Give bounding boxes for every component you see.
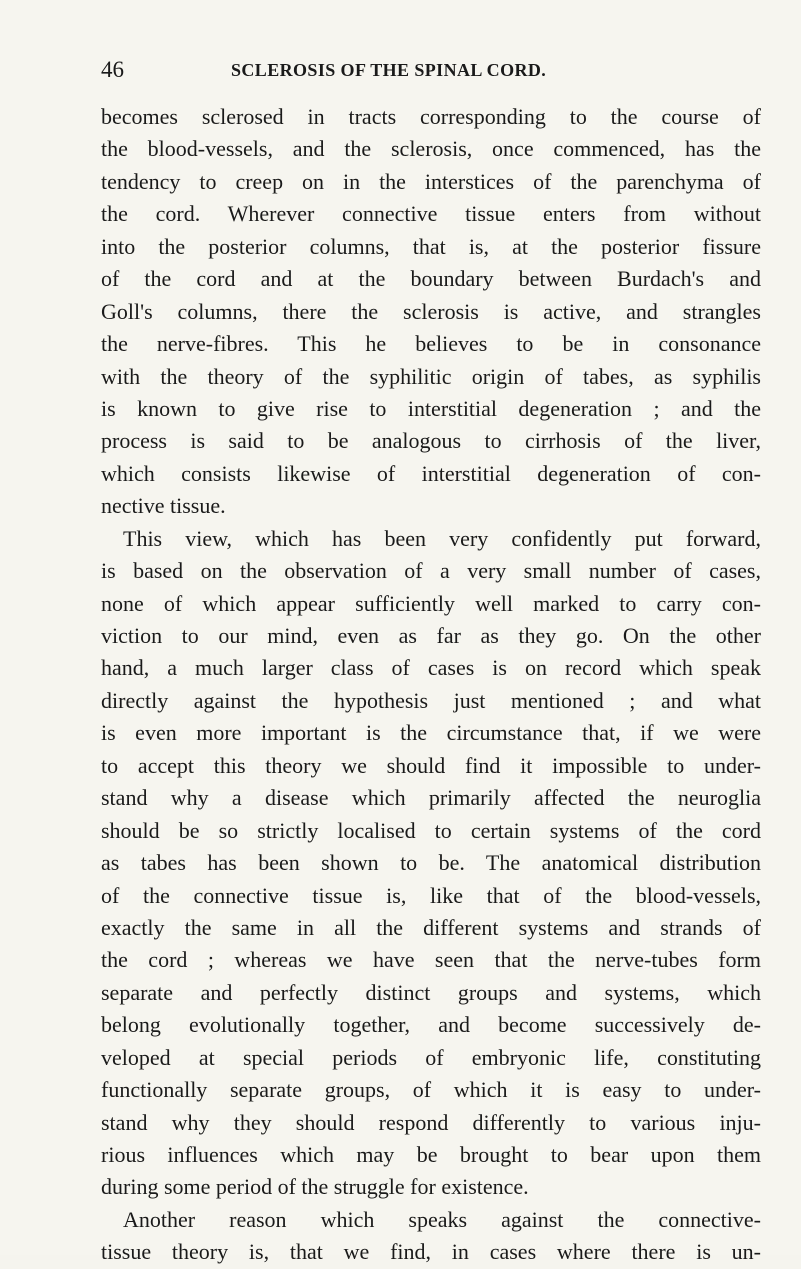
text-line: exactly the same in all the different systems and strands of xyxy=(101,914,761,940)
text-line: should be so strictly localised to certain systems of the cord xyxy=(101,817,761,843)
text-line: none of which appear sufficiently well marked to carry con- xyxy=(101,590,761,616)
text-line: functionally separate groups, of which it is easy to under- xyxy=(101,1077,761,1103)
body-text xyxy=(101,101,761,1269)
text-line: directly against the hypothesis just mentioned ; and what xyxy=(101,687,761,713)
text-line: of the connective tissue is, like that of the blood-vessels, xyxy=(101,882,761,908)
text-line: with the theory of the syphilitic origin of tabes, as syphilis xyxy=(101,363,761,389)
text-line: viction to our mind, even as far as they go. On the other xyxy=(101,623,761,648)
text-line: the cord ; whereas we have seen that the nerve-tubes form xyxy=(101,947,761,973)
text-line: the cord. Wherever connective tissue enters from without xyxy=(101,201,761,227)
text-line: is based on the observation of a very small number of cases, xyxy=(101,558,761,584)
text-line: stand why they should respond differently to various inju- xyxy=(101,1109,761,1135)
text-line: belong evolutionally together, and become successively de- xyxy=(101,1012,761,1038)
text-line: nective tissue. xyxy=(101,493,226,519)
text-line: veloped at special periods of embryonic life, constituting xyxy=(101,1044,761,1070)
text-line: tendency to creep on in the interstices of the parenchyma of xyxy=(101,168,761,194)
text-line: the blood-vessels, and the sclerosis, once commenced, has the xyxy=(101,136,761,162)
text-line: Another reason which speaks against the connective- xyxy=(123,1206,761,1232)
running-head xyxy=(101,55,761,85)
text-line: separate and perfectly distinct groups and systems, which xyxy=(101,979,761,1005)
page-number: 46 xyxy=(101,57,124,82)
text-line: This view, which has been very confidently put forward, xyxy=(123,525,761,551)
text-line: as tabes has been shown to be. The anatomical distribution xyxy=(101,850,761,876)
running-title: SCLEROSIS OF THE SPINAL CORD. xyxy=(231,60,547,80)
text-line: becomes sclerosed in tracts corresponding to the course of xyxy=(101,104,761,129)
text-line: hand, a much larger class of cases is on record which speak xyxy=(101,655,761,681)
text-line: stand why a disease which primarily affected the neuroglia xyxy=(101,785,761,811)
text-line: during some period of the struggle for existence. xyxy=(101,1174,529,1200)
text-line: is even more important is the circumstance that, if we were xyxy=(101,720,761,746)
text-line: process is said to be analogous to cirrhosis of the liver, xyxy=(101,428,761,454)
text-line: tissue theory is, that we find, in cases where there is un- xyxy=(101,1239,761,1265)
text-line: rious influences which may be brought to bear upon them xyxy=(101,1142,761,1167)
text-line: is known to give rise to interstitial degeneration ; and the xyxy=(101,395,761,421)
text-line: to accept this theory we should find it impossible to under- xyxy=(101,752,761,778)
text-line: the nerve-fibres. This he believes to be in consonance xyxy=(101,331,761,357)
text-line: Goll's columns, there the sclerosis is active, and strangles xyxy=(101,298,761,324)
text-line: of the cord and at the boundary between Burdach's and xyxy=(101,266,761,292)
text-line: which consists likewise of interstitial degeneration of con- xyxy=(101,460,761,486)
text-line: into the posterior columns, that is, at the posterior fissure xyxy=(101,233,761,259)
